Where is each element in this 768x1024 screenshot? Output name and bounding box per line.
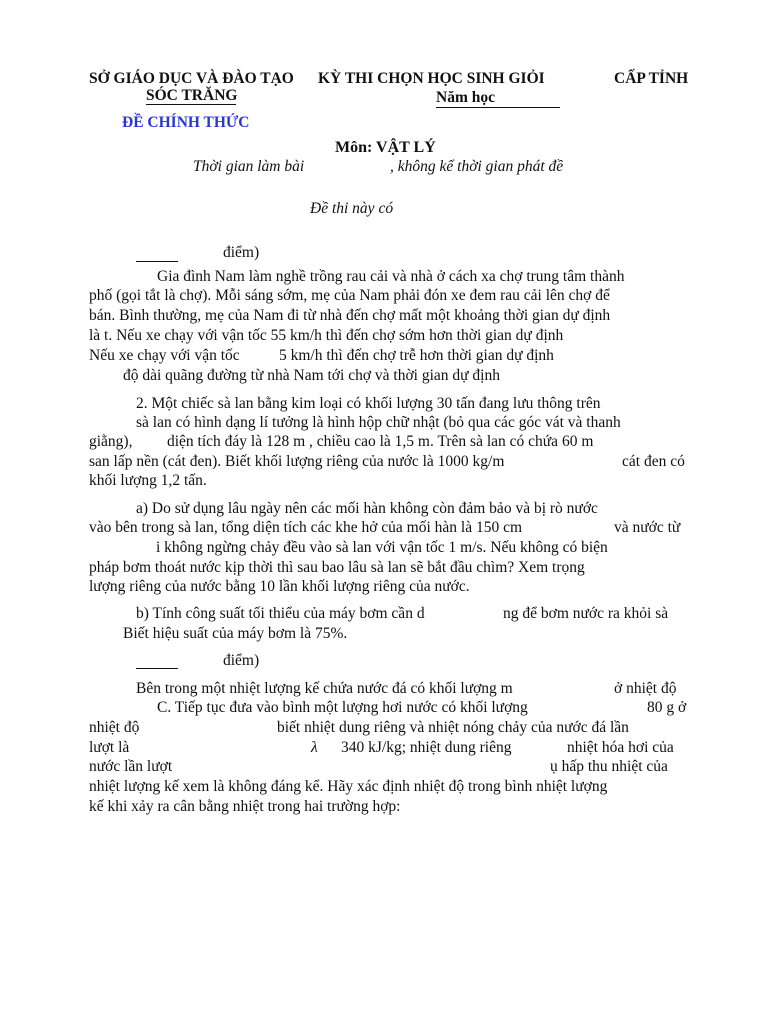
q2-line: giằng),	[89, 433, 133, 450]
q1-line: Gia đình Nam làm nghề trồng rau cải và nhà ở cách xa chợ trung tâm thành	[157, 268, 625, 285]
q1-points-label: điểm)	[223, 244, 260, 261]
q2-line: diện tích đáy là 128 m , chiều cao là 1,5 m. Trên sà lan có chứa 60 m	[167, 433, 594, 450]
q3-line: ụ hấp thu nhiệt của	[550, 758, 668, 775]
time-prefix: Thời gian làm bài	[193, 158, 305, 175]
q2-line: khối lượng 1,2 tấn.	[89, 472, 207, 489]
school-year-label: Năm học	[436, 89, 495, 106]
q2-line: san lấp nền (cát đen). Biết khối lượng riêng của nước là 1000 kg/m	[89, 453, 505, 470]
q3-line: nhiệt độ	[89, 719, 140, 736]
q3-line: 340 kJ/kg; nhiệt dung riêng	[341, 739, 512, 756]
official-stamp: ĐỀ CHÍNH THỨC	[122, 114, 250, 131]
q2a-line: lượng riêng của nước bằng 10 lần khối lượng riêng của nước.	[89, 578, 470, 595]
q2b-line: ng để bơm nước ra khỏi sà	[503, 605, 669, 622]
q3-points-blank	[136, 668, 178, 669]
q2a-line: i không ngừng chảy đều vào sà lan với vận tốc 1 m/s. Nếu không có biện	[156, 539, 608, 556]
q1-line: phố (gọi tắt là chợ). Mỗi sáng sớm, mẹ của Nam phải đón xe đem rau cải lên chợ để	[89, 287, 610, 304]
q3-line: kế khi xảy ra cân bằng nhiệt trong hai trường hợp:	[89, 798, 401, 815]
exam-title: KỲ THI CHỌN HỌC SINH GIỎI	[318, 70, 545, 87]
q2a-line: a) Do sử dụng lâu ngày nên các mối hàn không còn đảm bảo và bị rò nước	[136, 500, 598, 517]
q2a-line: vào bên trong sà lan, tổng diện tích các khe hở của mối hàn là 150 cm	[89, 519, 523, 536]
q2a-line: pháp bơm thoát nước kịp thời thì sau bao lâu sà lan sẽ bắt đầu chìm? Xem trọng	[89, 559, 585, 576]
q2-line: sà lan có hình dạng lí tưởng là hình hộp chữ nhật (bỏ qua các góc vát và thanh	[136, 414, 621, 431]
exam-level: CẤP TỈNH	[614, 70, 689, 87]
q2a-line: và nước từ	[614, 519, 681, 536]
q1-line: 5 km/h thì đến chợ trễ hơn thời gian dự định	[279, 347, 554, 364]
q1-line: Nếu xe chạy với vận tốc	[89, 347, 240, 364]
school-year-underline	[436, 107, 560, 108]
q2-line: cát đen có	[622, 453, 685, 470]
page-count-note: Đề thi này có	[310, 200, 394, 217]
province-underline	[146, 104, 236, 105]
q3-points-label: điểm)	[223, 652, 260, 669]
q1-points-blank	[136, 261, 178, 262]
q3-line: ở nhiệt độ	[614, 680, 677, 697]
q3-line: biết nhiệt dung riêng và nhiệt nóng chảy của nước đá lần	[277, 719, 629, 736]
q3-line: nước lần lượt	[89, 758, 173, 775]
q3-line: Bên trong một nhiệt lượng kế chứa nước đá có khối lượng m	[136, 680, 513, 697]
q1-line: độ dài quãng đường từ nhà Nam tới chợ và thời gian dự định	[123, 367, 500, 384]
q3-line: 80 g ở	[647, 699, 687, 716]
q3-line: nhiệt hóa hơi của	[567, 739, 674, 756]
department-name: SỞ GIÁO DỤC VÀ ĐÀO TẠO	[89, 70, 294, 87]
q2-line: 2. Một chiếc sà lan bằng kim loại có khối lượng 30 tấn đang lưu thông trên	[136, 395, 601, 412]
q3-line: C. Tiếp tục đưa vào bình một lượng hơi nước có khối lượng	[157, 699, 528, 716]
q3-line: lượt là	[89, 739, 130, 756]
q1-line: là t. Nếu xe chạy với vận tốc 55 km/h thì đến chợ sớm hơn thời gian dự định	[89, 327, 564, 344]
time-suffix: , không kể thời gian phát đề	[390, 158, 564, 175]
q2b-line: b) Tính công suất tối thiểu của máy bơm cần d	[136, 605, 425, 622]
q2b-line: Biết hiệu suất của máy bơm là 75%.	[123, 625, 348, 642]
q1-line: bán. Bình thường, mẹ của Nam đi từ nhà đến chợ mất một khoảng thời gian dự định	[89, 307, 611, 324]
province-name: SÓC TRĂNG	[146, 87, 238, 104]
q3-line: nhiệt lượng kế xem là không đáng kể. Hãy xác định nhiệt độ trong bình nhiệt lượng	[89, 778, 608, 795]
lambda-symbol: λ	[311, 739, 318, 756]
subject-title: Môn: VẬT LÝ	[335, 139, 436, 156]
